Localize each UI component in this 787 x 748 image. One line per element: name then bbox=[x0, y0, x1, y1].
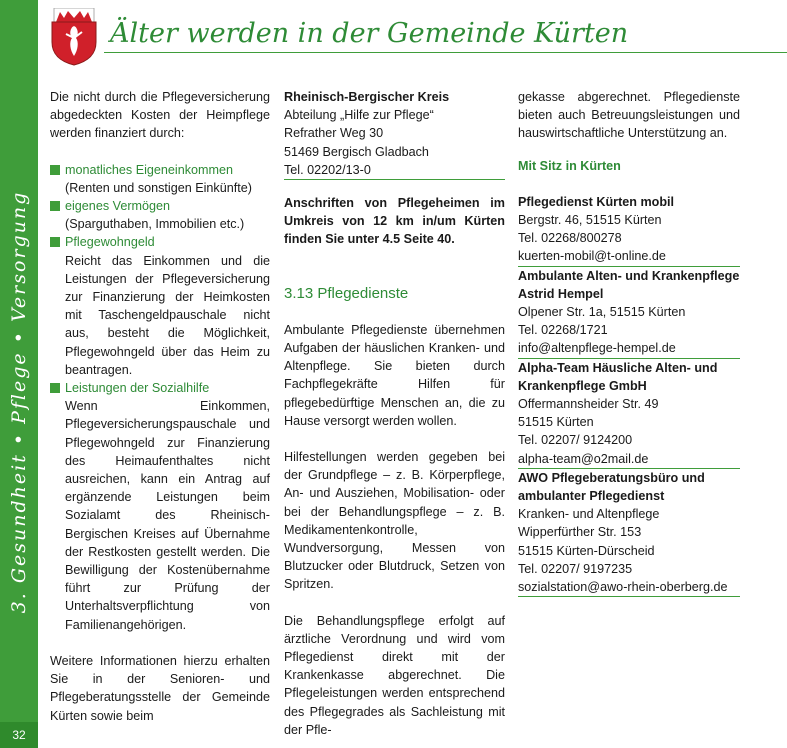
green-square-bullet-icon bbox=[50, 201, 60, 211]
provider-name: Alpha-Team Häusliche Alten- und Krankenpflege GmbH bbox=[518, 360, 718, 393]
chapter-sidebar bbox=[0, 0, 38, 748]
paragraph: Ambulante Pflegedienste übernehmen Aufgaben der häuslichen Kranken- und Altenpflege. Sie bieten durch Fachpflegekräfte Hilfen für pflegebedürftige Menschen an, die zu Hause versorgt werden wollen. bbox=[284, 322, 505, 428]
address-street: Refrather Weg 30 bbox=[284, 126, 384, 141]
list-item bbox=[50, 161, 270, 179]
provider-phone: Tel. 02207/ 9124200 bbox=[518, 433, 633, 448]
list-item bbox=[50, 379, 270, 397]
address-dept: Abteilung „Hilfe zur Pflege“ bbox=[284, 108, 434, 123]
provider-street: Wipperfürther Str. 153 bbox=[518, 525, 642, 540]
list-item-desc: Reicht das Einkommen und die Leistungen der Pflegeversicherung zur Finanzierung der Heimkosten mit Taschengeldpauschale nicht aus, besteht die Möglichkeit, Pflegewohngeld über das Heim zu beantragen. bbox=[65, 253, 270, 377]
provider-entry bbox=[518, 267, 740, 359]
column-care-services bbox=[284, 88, 505, 739]
provider-city: 51515 Kürten-Dürscheid bbox=[518, 543, 655, 558]
green-square-bullet-icon bbox=[50, 165, 60, 175]
list-item-label: Pflegewohngeld bbox=[65, 235, 155, 250]
subhead: Mit Sitz in Kürten bbox=[518, 158, 621, 173]
provider-phone: Tel. 02268/1721 bbox=[518, 323, 608, 338]
provider-name: Ambulante Alten- und Krankenpflege Astrid Hempel bbox=[518, 268, 740, 301]
green-square-bullet-icon bbox=[50, 237, 60, 247]
list-item bbox=[50, 197, 270, 215]
page-title: Älter werden in der Gemeinde Kürten bbox=[110, 18, 629, 49]
provider-service: Kranken- und Altenpflege bbox=[518, 507, 660, 522]
provider-entry bbox=[518, 359, 740, 469]
provider-name: AWO Pflegeberatungsbüro und ambulanter Pflegedienst bbox=[518, 470, 705, 504]
continuation-text: gekasse abgerechnet. Pflegedienste bieten auch Betreuungsleistungen und hauswirtschaftliche Unterstützung an. bbox=[518, 90, 740, 141]
provider-entry bbox=[518, 469, 740, 597]
provider-email[interactable]: sozialstation@awo-rhein-oberberg.de bbox=[518, 580, 728, 595]
list-item-desc: Wenn Einkommen, Pflegeversicherungspauschale und Pflegewohngeld zur Finanzierung des Heimaufenthaltes nicht ausreichen, kann ein Antrag auf ergänzende Leistungen beim Sozialamt des Rheinisch-Bergischen Kreises auf Übernahme der Restkosten gestellt werden. Die Bewilligung der Kostenübernahme führt zur Prüfung der Unterhaltsverpflichtung von Familienangehörigen. bbox=[65, 399, 270, 632]
paragraph: Hilfestellungen werden gegeben bei der Grundpflege – z. B. Körperpflege, An- und Ausziehen, Mobilisation- oder bei der Behandlungspflege – z. B. Medikamentenkontrolle, Wundversorgung, Messen von Blutzucker oder Blutdruck, Setzen von Spritzen. bbox=[284, 450, 505, 592]
provider-email[interactable]: alpha-team@o2mail.de bbox=[518, 451, 649, 466]
list-item-label: monatliches Eigeneinkommen bbox=[65, 162, 234, 177]
address-name: Rheinisch-Bergischer Kreis bbox=[284, 90, 450, 104]
list-item-desc: (Sparguthaben, Immobilien etc.) bbox=[65, 217, 245, 232]
provider-phone: Tel. 02207/ 9197235 bbox=[518, 561, 633, 576]
page-number: 32 bbox=[0, 722, 38, 748]
intro-text: Die nicht durch die Pflegeversicherung abgedeckten Kosten der Heimpflege werden finanziert durch: bbox=[50, 90, 270, 141]
column-providers bbox=[518, 88, 740, 597]
green-square-bullet-icon bbox=[50, 383, 60, 393]
provider-name: Pflegedienst Kürten mobil bbox=[518, 194, 675, 209]
section-title: 3.13 Pflegedienste bbox=[284, 284, 409, 302]
list-item-desc: (Renten und sonstigen Einkünfte) bbox=[65, 180, 252, 195]
outro-text: Weitere Informationen hierzu erhalten Sie in der Senioren- und Pflegeberatungsstelle der Gemeinde Kürten sowie beim bbox=[50, 653, 270, 723]
title-underline bbox=[104, 52, 787, 53]
address-phone: Tel. 02202/13-0 bbox=[284, 162, 371, 177]
address-city: 51469 Bergisch Gladbach bbox=[284, 144, 429, 159]
provider-entry bbox=[518, 193, 740, 267]
municipal-coat-of-arms-icon bbox=[50, 8, 98, 66]
provider-address: Bergstr. 46, 51515 Kürten bbox=[518, 213, 662, 228]
provider-email[interactable]: kuerten-mobil@t-online.de bbox=[518, 249, 666, 264]
provider-email[interactable]: info@altenpflege-hempel.de bbox=[518, 341, 676, 356]
list-item bbox=[50, 233, 270, 251]
provider-phone: Tel. 02268/800278 bbox=[518, 231, 622, 246]
list-item-label: eigenes Vermögen bbox=[65, 199, 171, 214]
provider-city: 51515 Kürten bbox=[518, 415, 594, 430]
paragraph: Die Behandlungspflege erfolgt auf ärztliche Verordnung und wird vom Pflegedienst direkt mit der Krankenkasse abgerechnet. Die Pflegeleistungen werden entsprechend des Pflegegrades als Sachleistung mit der Pfle- bbox=[284, 613, 505, 737]
nursing-home-note: Anschriften von Pflegeheimen im Umkreis von 12 km in/um Kürten finden Sie unter 4.5 Seite 40. bbox=[284, 196, 505, 247]
provider-street: Offermannsheider Str. 49 bbox=[518, 397, 659, 412]
list-item-label: Leistungen der Sozialhilfe bbox=[65, 381, 210, 396]
column-financing bbox=[50, 88, 270, 725]
provider-address: Olpener Str. 1a, 51515 Kürten bbox=[518, 305, 686, 320]
chapter-label: 3. Gesundheit • Pflege • Versorgung bbox=[8, 190, 30, 614]
address-block bbox=[284, 88, 505, 180]
